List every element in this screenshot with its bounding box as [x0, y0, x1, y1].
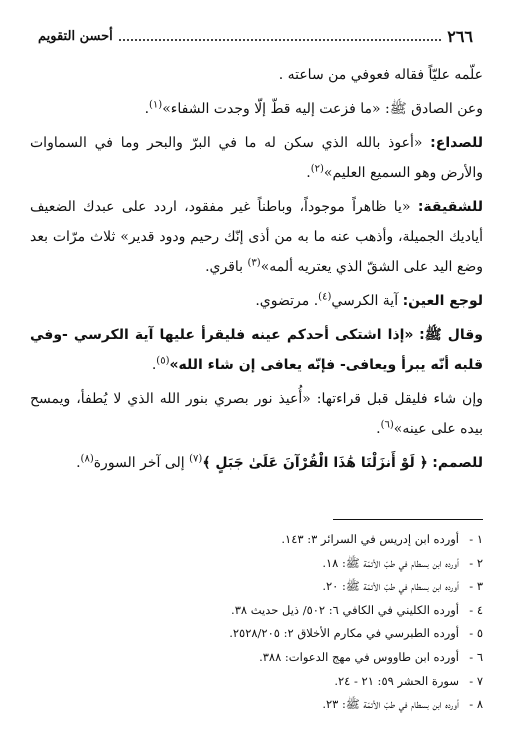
paragraph: للصمم: ﴿ لَوْ أَنزَلْنَا هَٰذَا الْقُرْآنَ عَلَىٰ جَبَلٍ ﴾$^{(٧)}$ إلى آخر السورة$^{(٨)}$.: [76, 453, 483, 471]
footnote-ref: (٢): [310, 163, 324, 175]
page-number: ٢٦٦: [447, 26, 473, 46]
paragraph: لوجع العين: آية الكرسي$^{(٤)}$. مرتضوي.: [255, 291, 483, 309]
footnote: ٨ - أورده ابن بسطام في طبّ الأئمّة ﷺ: ٢٣.: [322, 697, 483, 712]
footnote: ٣ - أورده ابن بسطام في طبّ الأئمّة ﷺ: ٢٠.: [322, 579, 483, 594]
quran-verse: ﴿ لَوْ أَنزَلْنَا هَٰذَا الْقُرْآنَ عَلَىٰ جَبَلٍ ﴾: [202, 455, 428, 471]
footnote-ref: (٥): [156, 355, 170, 367]
paragraph: للصداع: «أعوذ بالله الذي سكن له ما في البرّ والبحر وما في السماوات والأرض وهو السميع العليم»$^{(٢)}$.: [30, 135, 483, 181]
header-dotted-leader: [119, 37, 441, 41]
paragraph: وإن شاء فليقل قبل قراءتها: «أُعيذ نور بصري بنور الله الذي لا يُطفأ، ويمسح بيده على عينه»$^{(٦)}$.: [30, 391, 483, 437]
footnote: ٦ - أورده ابن طاووس في مهج الدعوات: ٣٨٨.: [259, 649, 483, 664]
section-heading: للشقيقة:: [417, 199, 483, 215]
footnote-ref: (٦): [380, 419, 394, 431]
paragraph: للشقيقة: «يا ظاهراً موجوداً، وباطناً غير مفقود، اردد على عبدك الضعيف أياديك الجميلة، وأذهب عنه ما به من أذى إنّك رحيم ودود قدير» ثلاث مرّات بعد وضع اليد على الشقّ الذي يعتريه ألمه»$^{(٣)}$ باقري.: [30, 199, 483, 275]
section-heading: للصداع:: [430, 135, 483, 151]
footnote-ref: (٨): [80, 453, 94, 465]
paragraph: علّمه عليّاً فقاله فعوفي من ساعته .: [278, 67, 483, 83]
footnote: ٤ - أورده الكليني في الكافي ٦: ٥٠٢/ ذيل حديث ٣٨.: [231, 602, 483, 617]
footnote: ٧ - سورة الحشر ٥٩: ٢١ - ٢٤.: [334, 673, 483, 688]
footnote: ٥ - أورده الطبرسي في مكارم الأخلاق ٢: ٢٥٢٨/٢٠٥.: [229, 626, 483, 641]
footnote-ref: (٤): [318, 291, 332, 303]
footnote-ref: (١): [149, 99, 163, 111]
paragraph: وعن الصادق ﷺ: «ما فزعت إليه قطّ إلّا وجدت الشفاء»$^{(١)}$.: [144, 99, 483, 117]
section-heading: لوجع العين:: [402, 293, 483, 309]
paragraph: وقال ﷺ: «إذا اشتكى أحدكم عينه فليقرأ عليها آية الكرسي -وفي قلبه أنّه يبرأ ويعافى- فإنّه يعافى إن شاء الله»$^{(٥)}$.: [30, 327, 483, 373]
footnote-ref: (٣): [247, 257, 261, 269]
running-title: أحسن التقويم: [38, 28, 113, 44]
section-heading: وقال ﷺ:: [419, 327, 483, 343]
footnote-divider: [333, 519, 483, 520]
main-text: [30, 60, 483, 478]
footnote-ref: (٧): [189, 453, 203, 465]
footnote: ٢ - أورده ابن بسطام في طبّ الأئمّة ﷺ: ١٨.: [322, 555, 483, 570]
footnote: ١ - أورده ابن إدريس في السرائر ٣: ١٤٣.: [281, 532, 483, 546]
page-header: [38, 24, 473, 48]
footnotes: [30, 528, 483, 717]
section-heading: للصمم:: [432, 455, 483, 471]
